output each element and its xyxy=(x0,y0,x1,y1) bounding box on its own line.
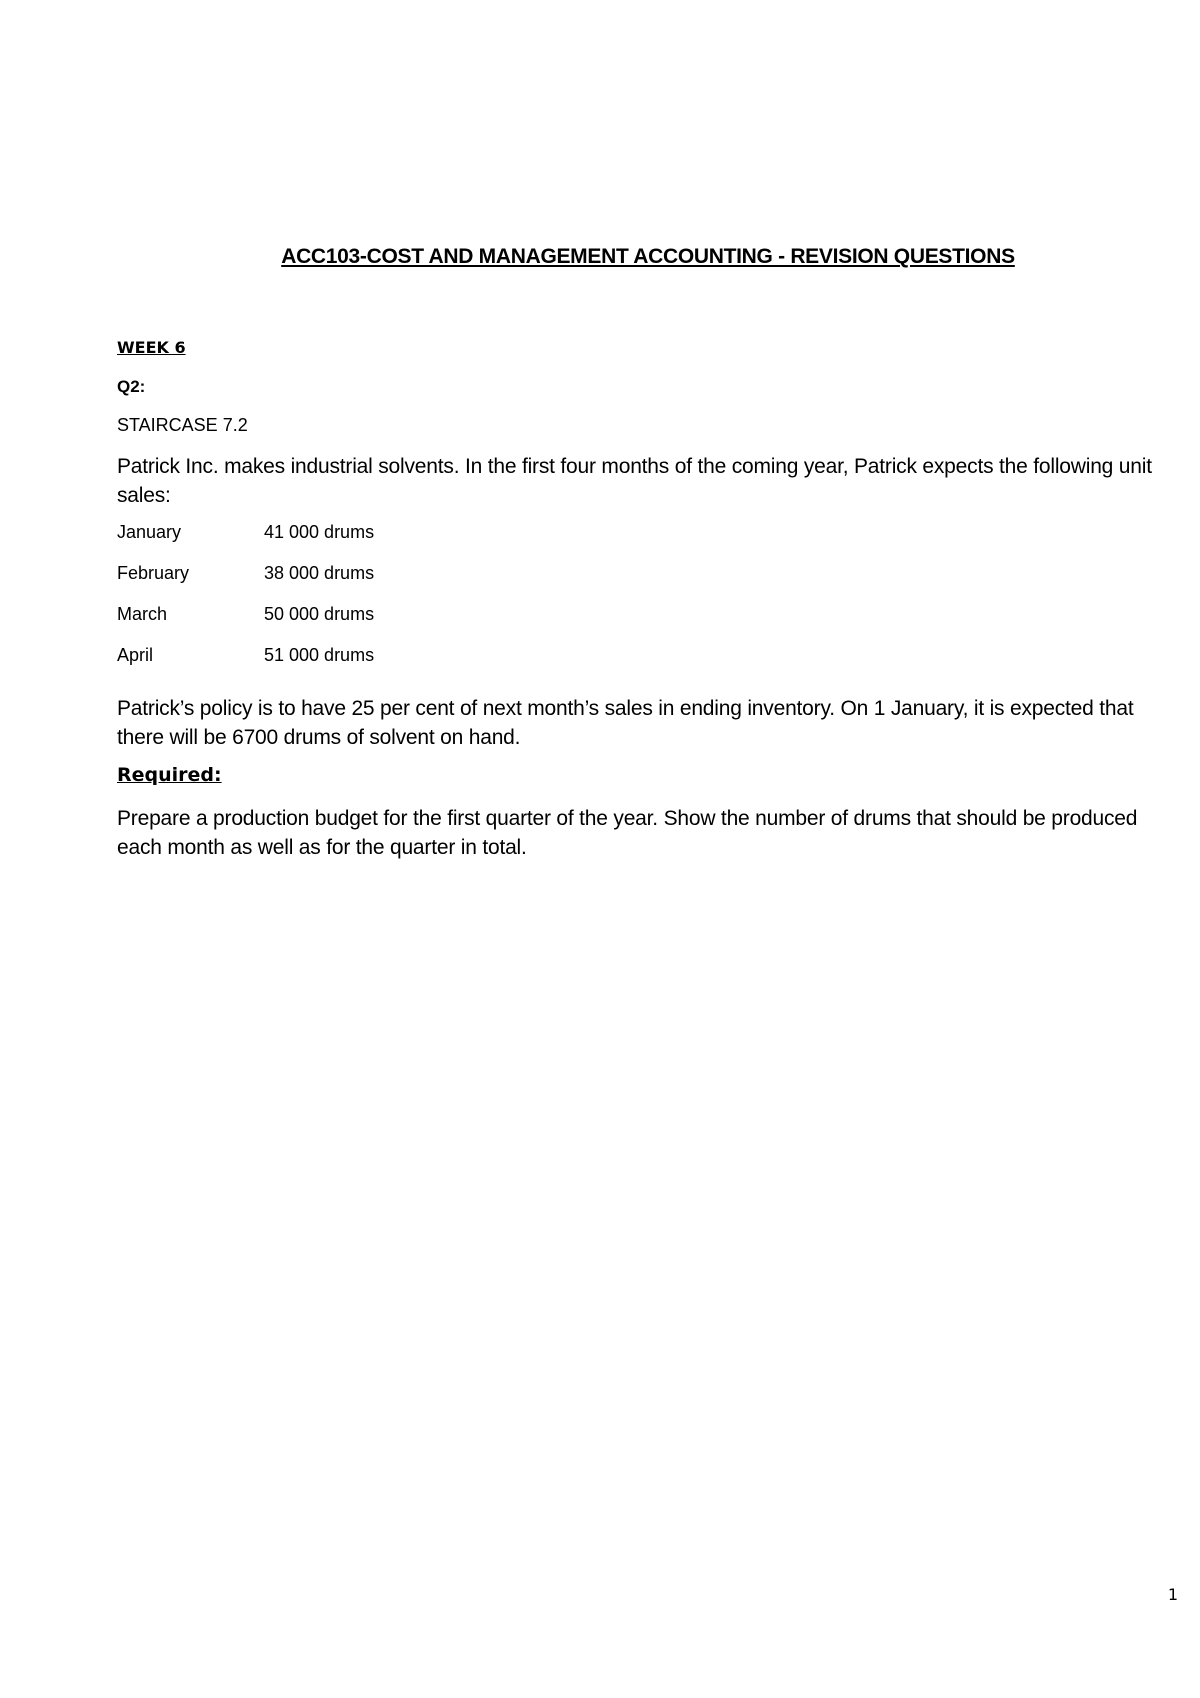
policy-paragraph: Patrick’s policy is to have 25 per cent of next month’s sales in ending inventory. On 1 January, it is expected that there will be 6700 drums of solvent on hand. xyxy=(117,697,1134,749)
page-number: 1 xyxy=(1167,1585,1178,1604)
sales-month: April xyxy=(117,645,154,665)
document-title: ACC103-COST AND MANAGEMENT ACCOUNTING - REVISION QUESTIONS xyxy=(281,245,1015,268)
question-number: Q2: xyxy=(117,377,146,396)
sales-units: 41 000 drums xyxy=(264,522,375,542)
week-heading: WEEK 6 xyxy=(117,338,186,357)
document-content xyxy=(117,338,1177,874)
sales-row-january xyxy=(117,522,1177,563)
intro-paragraph: Patrick Inc. makes industrial solvents. In the first four months of the coming year, Patrick expects the following unit sales: xyxy=(117,455,1152,507)
sales-month: January xyxy=(117,522,182,542)
sales-month: February xyxy=(117,563,190,583)
sales-units: 51 000 drums xyxy=(264,645,375,665)
sales-month: March xyxy=(117,604,168,624)
sales-list xyxy=(117,522,1177,686)
sales-units: 50 000 drums xyxy=(264,604,375,624)
sales-row-february xyxy=(117,563,1177,604)
staircase-label: STAIRCASE 7.2 xyxy=(117,415,248,435)
sales-units: 38 000 drums xyxy=(264,563,375,583)
sales-row-april xyxy=(117,645,1177,686)
required-heading: Required: xyxy=(117,764,222,786)
required-paragraph: Prepare a production budget for the first quarter of the year. Show the number of drums that should be produced each month as well as for the quarter in total. xyxy=(117,807,1138,859)
sales-row-march xyxy=(117,604,1177,645)
